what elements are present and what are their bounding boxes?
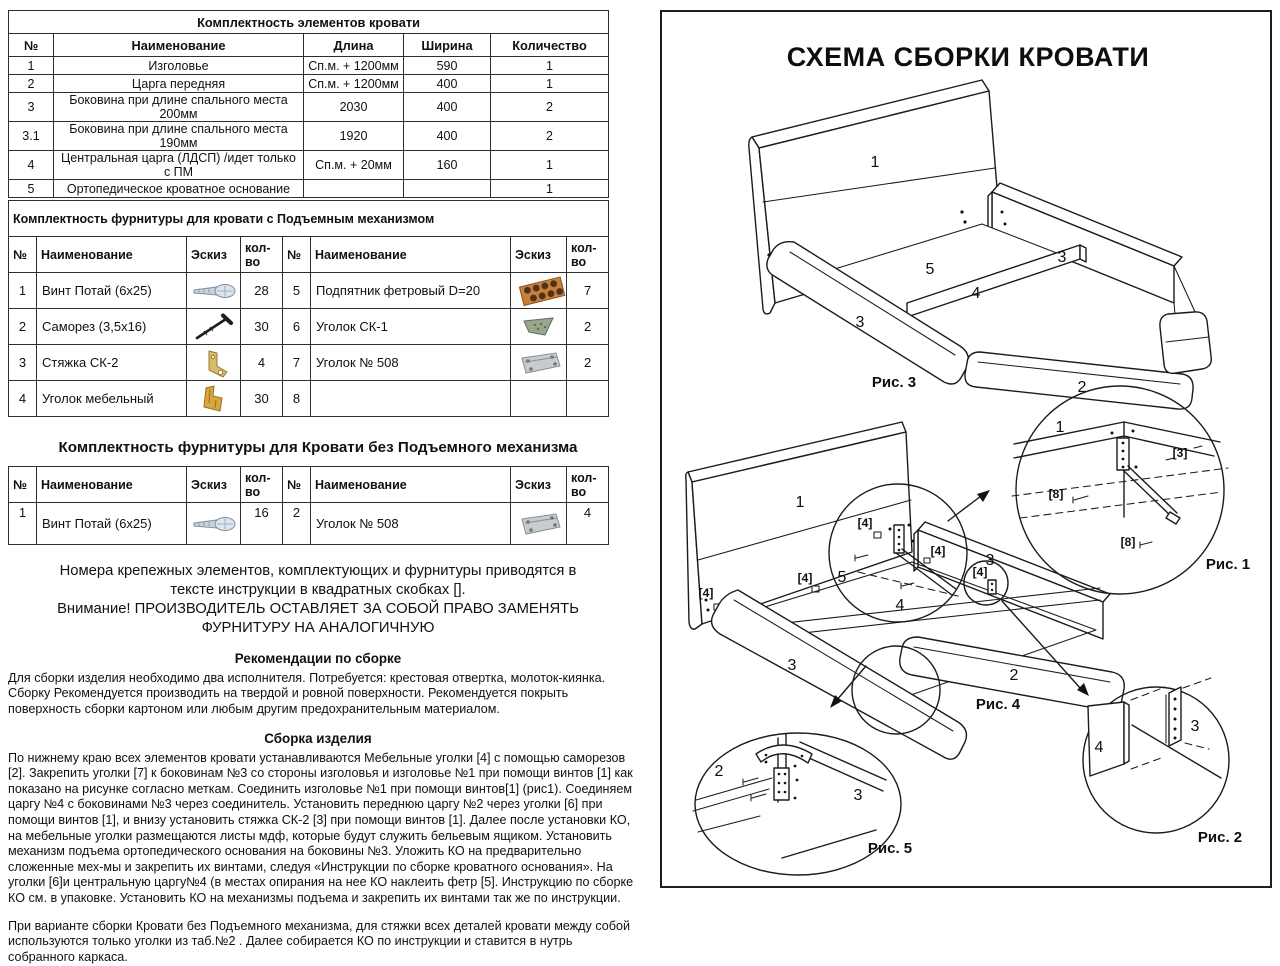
column-header: Наименование [54,34,304,57]
fig3-part-1-label: 1 [870,154,880,171]
item-name: Уголок № 508 [311,345,511,381]
column-header: кол-во [567,467,609,503]
table-cell: Сп.м. + 1200мм [304,75,404,93]
sketch-cell [511,381,567,417]
fig3-part-5-label: 5 [925,261,935,278]
item-qty: 30 [241,309,283,345]
column-header: № [9,34,54,57]
note-line: ФУРНИТУРУ НА АНАЛОГИЧНУЮ [201,619,435,636]
fastener-numbering-note [8,562,628,638]
column-header: Наименование [311,467,511,503]
item-name: Уголок № 508 [311,503,511,545]
hardware-row [9,381,609,417]
assembly-scheme-panel [660,10,1272,888]
recommendations-body: Для сборки изделия необходимо два исполнителя. Потребуется: крестовая отвертка, молоток-киянка. Сборку Рекомендуется производить на твердой и ровной поверхности. Рекомендуется покрыть поверхность сборки картоном или любым другим предохранительным материалом. [8,670,606,716]
item-number: 2 [9,309,37,345]
black-screw-icon [192,313,236,341]
table-cell: Сп.м. + 20мм [304,151,404,180]
assembly-paragraph-2: При варианте сборки Кровати без Подъемного механизма, для стяжки всех деталей кровати между собой используются только уголки из таб.№2 . Далее собирается КО по инструкции и ставится в нутрь собранного каркаса. [8,918,631,964]
furniture-corner-sketch [187,381,241,417]
table-header-row [9,34,609,57]
table-row [9,151,609,180]
hardware-with-lift-table [8,200,609,417]
item-qty [567,381,609,417]
fig3-caption: Рис. 3 [871,374,917,391]
table-cell: 2 [491,122,609,151]
hardware-without-lift-table [8,466,609,545]
bed-elements-table [8,10,609,198]
item-qty: 16 [241,503,283,545]
column-header: Эскиз [511,467,567,503]
fig4-part-3b-label: 3 [787,657,797,674]
table-header-row [9,237,609,273]
table-cell: Ортопедическое кроватное основание [54,180,304,198]
table-cell: 2 [9,75,54,93]
column-header: Наименование [37,237,187,273]
table-title: Комплектность элементов кровати [9,11,609,34]
item-name: Винт Потай (6х25) [37,503,187,545]
scheme-title: СХЕМА СБОРКИ КРОВАТИ [786,42,1150,72]
brass-angle-icon [198,347,230,379]
table-title-row [9,201,609,237]
item-number: 3 [9,345,37,381]
table-cell: 3 [9,93,54,122]
column-header: кол-во [241,237,283,273]
table-cell: 160 [404,151,491,180]
table-cell: 1 [491,180,609,198]
fig4-part-5-label: 5 [837,569,847,586]
column-header: № [283,237,311,273]
instructions-column [8,10,642,966]
hardware-row [9,503,609,545]
table-cell: 400 [404,122,491,151]
table-cell: 1920 [304,122,404,151]
fig4-part-2-label: 2 [1009,667,1019,684]
table-cell: 2030 [304,93,404,122]
fig1-bracket3-label: [3] [1172,446,1188,460]
fig4-part-3a-label: 3 [985,552,995,569]
item-number: 1 [9,503,37,545]
assembly-paragraph-1: По нижнему краю всех элементов кровати устанавливаются Мебельные уголки [4] с помощью саморезов [2]. Закрепить уголки [7] к боковинам №3 со стороны изголовья и изголовье №1 при помощи винтов [1] как показано на рисунке согласно меткам. Соединить изголовье №1 при помощи винтов[1] (рис1). Соединяем царгу №4 с боковинами №3 через соединитель. Установить переднюю царгу №2 через уголки [6] при помощи винтов [1], и внизу установить стяжка СК-2 [3] при помощи винтов [1]. Далее после установки КО, на мебельные уголки размещаются листы мдф, которые будут служить бельевым ящиком. Установить механизм подъема ортопедического основания на боковины №3. Уложить КО на предварительно сложенные мех-мы и закрепить их винтами, следуя «Инструкции по сборке кроватного основания». На уголки [6]и центральную царгу№4 (в местах опирания на нее КО наклеить фетр [5]. Инструкцию по сборке КО см. в упаковке. Установить КО на механизмы подъема и закрепить их винтами так же по инструкции. [8,750,634,906]
table-header-row [9,467,609,503]
flat-head-bolt-icon [190,278,238,304]
item-number: 5 [283,273,311,309]
item-number: 4 [9,381,37,417]
flat-head-bolt-icon [190,511,238,537]
item-number: 6 [283,309,311,345]
assembly-scheme-drawing [662,12,1270,886]
fig5-caption: Рис. 5 [867,840,913,857]
table-cell: 1 [491,57,609,75]
felt-pads-icon [514,275,567,307]
fig2-detail-circle [1083,678,1242,846]
note-line: Номера крепежных элементов, комплектующих и фурнитуры приводятся в [59,563,577,579]
item-qty: 7 [567,273,609,309]
item-qty: 2 [567,309,609,345]
recommendations-heading: Рекомендации по сборке [234,650,402,666]
fig4-part-4-label: 4 [895,597,905,614]
column-header: Эскиз [511,237,567,273]
fig3-exploded-view [749,80,1212,409]
fig4-bracket4e-label: [4] [972,565,988,579]
table-cell: Боковина при длине спального места 200мм [54,93,304,122]
table-row [9,122,609,151]
fig4-bracket4b-label: [4] [797,571,813,585]
item-qty: 4 [567,503,609,545]
item-qty: 30 [241,381,283,417]
table-cell: 1 [9,57,54,75]
fig4-bracket4a-label: [4] [698,586,714,600]
table-cell: 590 [404,57,491,75]
plate-508-icon [516,348,562,378]
plate-508-sketch [511,503,567,545]
fig3-part-4-label: 4 [971,285,981,302]
fig1-caption: Рис. 1 [1205,556,1251,573]
table-cell: Царга передняя [54,75,304,93]
table-cell: 2 [491,93,609,122]
note-line: тексте инструкции в квадратных скобках []. [170,581,466,598]
table-title-row [9,11,609,34]
table-row [9,57,609,75]
corner-ck1-icon [519,313,559,341]
item-number: 8 [283,381,311,417]
fig1-bracket8b-label: [8] [1120,535,1136,549]
corner-ck1-sketch [511,309,567,345]
item-number: 1 [9,273,37,309]
table-row [9,93,609,122]
item-name: Уголок мебельный [37,381,187,417]
table-cell: Центральная царга (ЛДСП) /идет только с ПМ [54,151,304,180]
fig3-part-2-label: 2 [1077,379,1087,396]
plate-508-sketch [511,345,567,381]
fig4-bracket4c-label: [4] [857,516,873,530]
column-header: Наименование [311,237,511,273]
table-cell: Сп.м. + 1200мм [304,57,404,75]
fig4-assembled-view [686,422,1125,759]
column-header: Наименование [37,467,187,503]
item-name: Уголок СК-1 [311,309,511,345]
assembly-heading: Сборка изделия [264,730,372,746]
item-name: Стяжка СК-2 [37,345,187,381]
fig1-part-1-label: 1 [1055,419,1065,436]
note-line: Внимание! ПРОИЗВОДИТЕЛЬ ОСТАВЛЯЕТ ЗА СОБОЙ ПРАВО ЗАМЕНЯТЬ [57,600,579,617]
brass-angle-sketch [187,345,241,381]
column-header: кол-во [241,467,283,503]
table-cell: 400 [404,75,491,93]
fig2-part-3-label: 3 [1190,718,1200,735]
felt-pads-sketch [511,273,567,309]
table3-title: Комплектность фурнитуры для Кровати без Подъемного механизма [58,439,578,456]
table-cell [304,180,404,198]
column-header: Ширина [404,34,491,57]
fig1-detail-circle [1012,386,1250,594]
table-row [9,75,609,93]
column-header: Эскиз [187,237,241,273]
table-cell: 4 [9,151,54,180]
table-cell: 400 [404,93,491,122]
item-qty: 4 [241,345,283,381]
fig2-caption: Рис. 2 [1197,829,1243,846]
fig1-bracket8a-label: [8] [1048,487,1064,501]
column-header: № [9,467,37,503]
table-cell [404,180,491,198]
table-title: Комплектность фурнитуры для кровати с Подъемным механизмом [9,201,609,237]
column-header: № [283,467,311,503]
table-cell: 1 [491,151,609,180]
table-cell: 3.1 [9,122,54,151]
fig3-part-3a-label: 3 [1057,249,1067,266]
item-name: Подпятник фетровый D=20 [311,273,511,309]
column-header: кол-во [567,237,609,273]
column-header: Количество [491,34,609,57]
column-header: Эскиз [187,467,241,503]
flat-head-bolt-sketch [187,273,241,309]
fig5-detail-circle [693,733,912,875]
furniture-corner-icon [198,384,230,414]
item-qty: 28 [241,273,283,309]
column-header: № [9,237,37,273]
hardware-row [9,273,609,309]
flat-head-bolt-sketch [187,503,241,545]
item-name: Винт Потай (6х25) [37,273,187,309]
fig3-part-3b-label: 3 [855,314,865,331]
table-row [9,180,609,198]
fig5-part-3-label: 3 [853,787,863,804]
hardware-row [9,345,609,381]
fig2-part-4-label: 4 [1094,739,1104,756]
fig5-part-2-label: 2 [714,763,724,780]
fig4-caption: Рис. 4 [975,696,1021,713]
item-name [311,381,511,417]
table-cell: 5 [9,180,54,198]
item-number: 7 [283,345,311,381]
column-header: Длина [304,34,404,57]
hardware-row [9,309,609,345]
fig4-part-1-label: 1 [795,494,805,511]
table-cell: Изголовье [54,57,304,75]
plate-508-icon [516,509,562,539]
table-cell: Боковина при длине спального места 190мм [54,122,304,151]
table-cell: 1 [491,75,609,93]
item-qty: 2 [567,345,609,381]
item-number: 2 [283,503,311,545]
fig4-bracket4d-label: [4] [930,544,946,558]
black-screw-sketch [187,309,241,345]
item-name: Саморез (3,5х16) [37,309,187,345]
